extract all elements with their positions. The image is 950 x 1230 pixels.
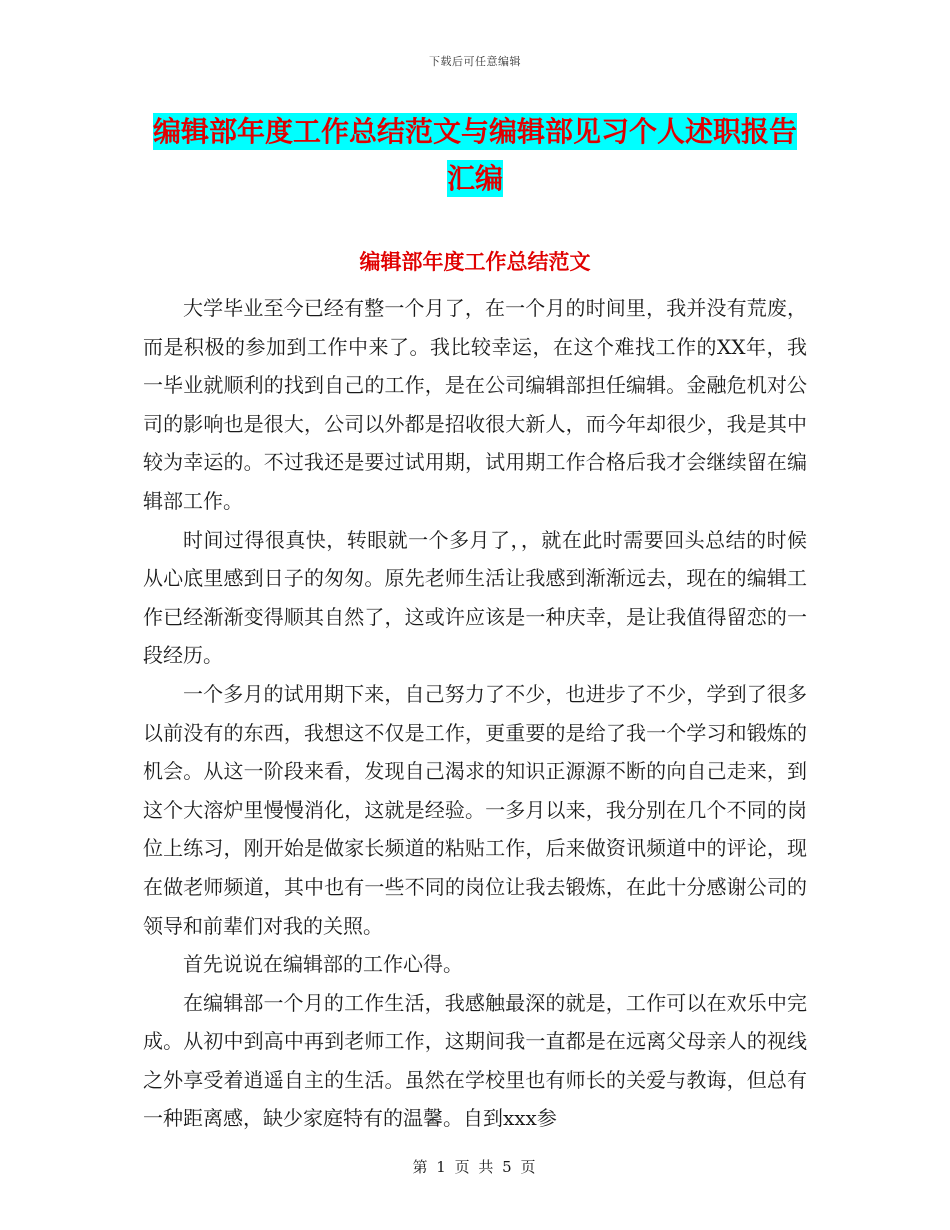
header-note: 下载后可任意编辑	[429, 55, 521, 68]
paragraph: 大学毕业至今已经有整一个月了，在一个月的时间里，我并没有荒废，而是积极的参加到工作中来了。我比较幸运，在这个难找工作的XX年，我一毕业就顺利的找到自己的工作，是在公司编辑部担任编辑。金融危机对公司的影响也是很大，公司以外都是招收很大新人，而今年却很少，我是其中较为幸运的。不过我还是要过试用期，试用期工作合格后我才会继续留在编辑部工作。	[143, 296, 807, 513]
document-title-line-1: 编辑部年度工作总结范文与编辑部见习个人述职报告	[152, 115, 797, 148]
document-title	[140, 108, 810, 202]
document-title-line-2: 汇编	[446, 162, 503, 195]
body-text	[143, 289, 807, 1138]
paragraph: 首先说说在编辑部的工作心得。	[183, 952, 463, 977]
paragraph: 时间过得很真快，转眼就一个多月了，，就在此时需要回头总结的时候从心底里感到日子的匆匆。原先老师生活让我感到渐渐远去，现在的编辑工作已经渐渐变得顺其自然了，这或许应该是一种庆幸，是让我值得留恋的一段经历。	[143, 527, 807, 668]
section-heading: 编辑部年度工作总结范文	[359, 250, 591, 274]
page-footer: 第 1 页 共 5 页	[412, 1158, 538, 1176]
paragraph: 一个多月的试用期下来，自己努力了不少，也进步了不少，学到了很多以前没有的东西，我想这不仅是工作，更重要的是给了我一个学习和锻炼的机会。从这一阶段来看，发现自己渴求的知识正源源不断的向自己走来，到这个大溶炉里慢慢消化，这就是经验。一多月以来，我分别在几个不同的岗位上练习，刚开始是做家长频道的粘贴工作，后来做资讯频道中的评论，现在做老师频道，其中也有一些不同的岗位让我去锻炼，在此十分感谢公司的领导和前辈们对我的关照。	[143, 681, 807, 938]
paragraph: 在编辑部一个月的工作生活，我感触最深的就是，工作可以在欢乐中完成。从初中到高中再到老师工作，这期间我一直都是在远离父母亲人的视线之外享受着逍遥自主的生活。虽然在学校里也有师长的关爱与教诲，但总有一种距离感，缺少家庭特有的温馨。自到xxx参	[143, 990, 807, 1131]
